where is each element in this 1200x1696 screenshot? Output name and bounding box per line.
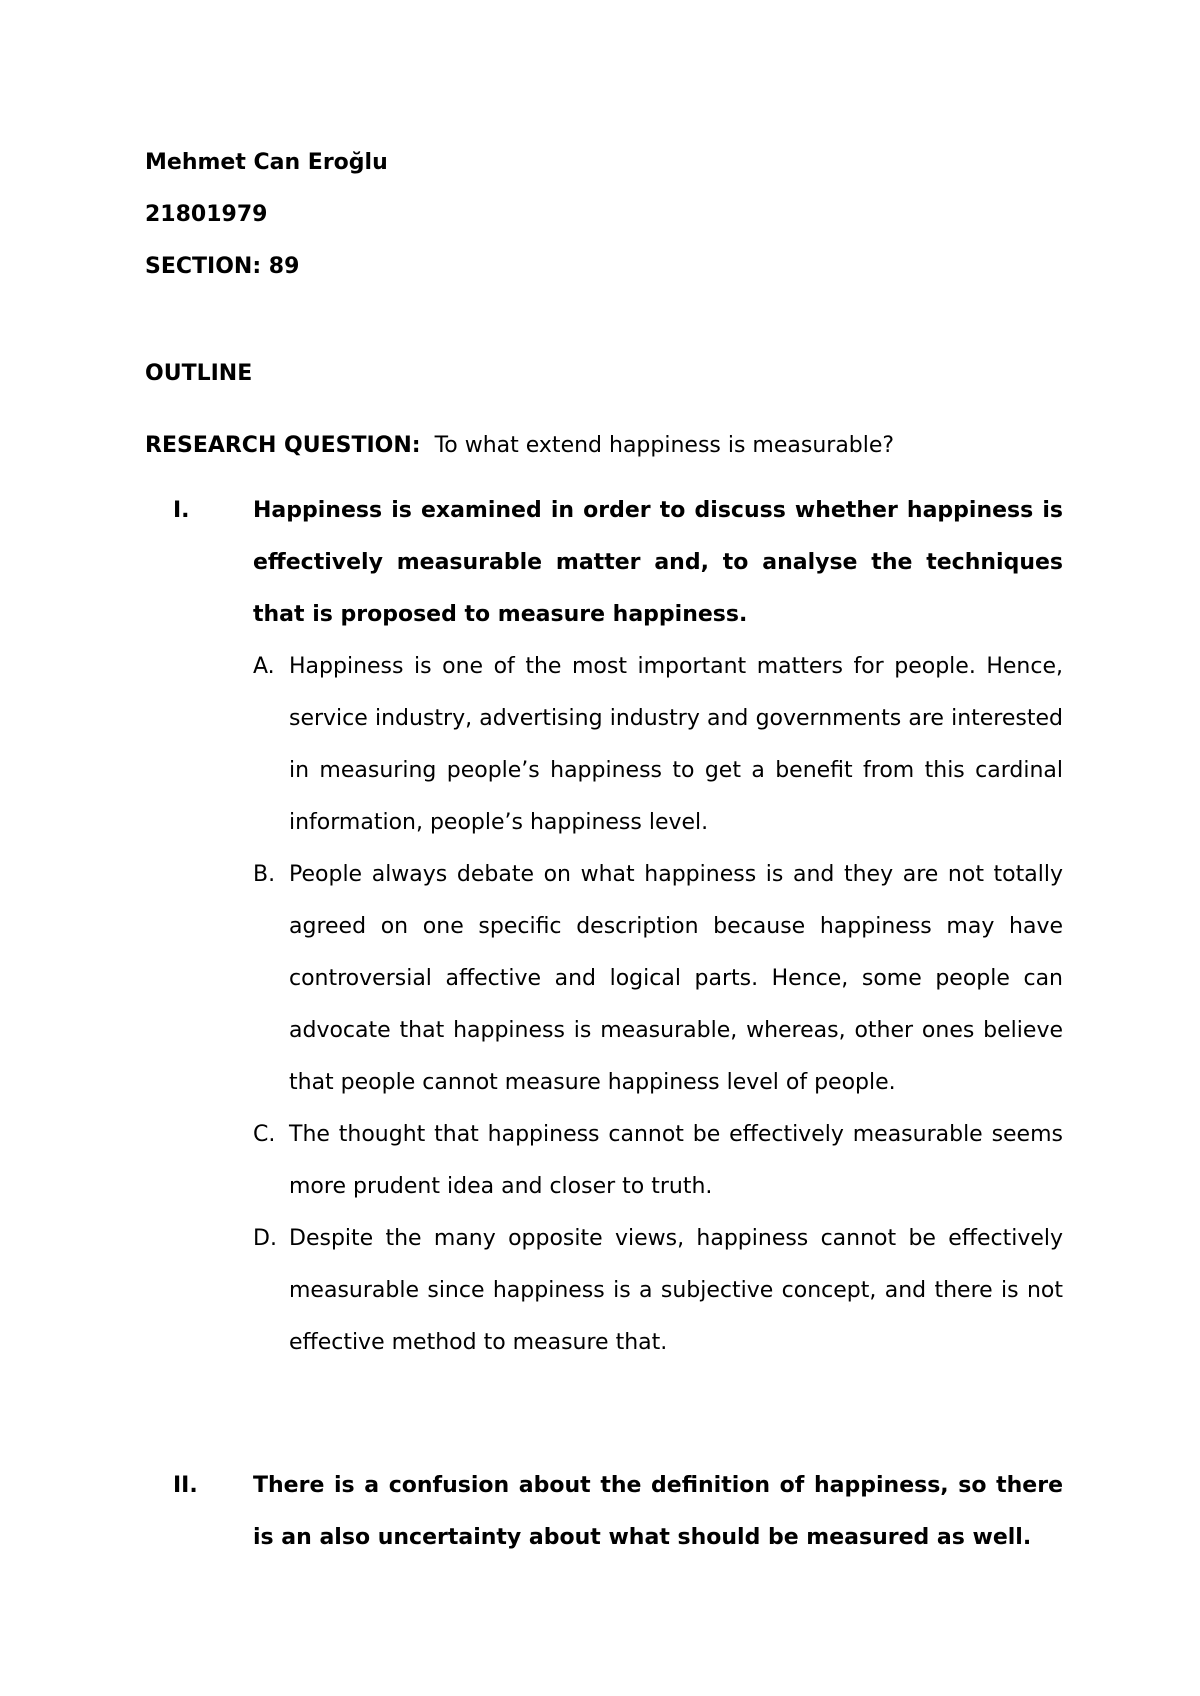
item-b-letter: B. (253, 862, 276, 887)
section-number: SECTION: 89 (145, 254, 300, 279)
section-2-numeral: II. (173, 1473, 198, 1498)
author-name: Mehmet Can Eroğlu (145, 150, 388, 175)
research-question (145, 431, 894, 461)
item-d-text: Despite the many opposite views, happiness cannot be effectively measurable since happiness is a subjective concept, and there is not effective method to measure that. (289, 1226, 1063, 1355)
item-d-letter: D. (253, 1226, 277, 1251)
section-1-heading: Happiness is examined in order to discuss whether happiness is effectively measurable matter and, to analyse the techniques that is proposed to measure happiness. (253, 498, 1063, 627)
item-c-letter: C. (253, 1122, 276, 1147)
research-question-text: To what extend happiness is measurable? (434, 433, 895, 458)
student-id: 21801979 (145, 202, 268, 227)
outline-title: OUTLINE (145, 361, 253, 386)
item-b-text: People always debate on what happiness is and they are not totally agreed on one specific description because happiness may have controversial affective and logical parts. Hence, some people can advocate that happiness is measurable, whereas, other ones believe that people cannot measure happiness level of people. (289, 862, 1063, 1095)
item-a-text: Happiness is one of the most important matters for people. Hence, service industry, advertising industry and governments are interested in measuring people’s happiness to get a benefit from this cardinal information, people’s happiness level. (289, 654, 1063, 835)
research-question-label: RESEARCH QUESTION: (145, 433, 421, 458)
item-a-letter: A. (253, 654, 275, 679)
section-1-numeral: I. (173, 498, 190, 523)
section-2-heading: There is a confusion about the definition of happiness, so there is an also uncertainty about what should be measured as well. (253, 1473, 1063, 1550)
item-c-text: The thought that happiness cannot be effectively measurable seems more prudent idea and closer to truth. (289, 1122, 1063, 1199)
